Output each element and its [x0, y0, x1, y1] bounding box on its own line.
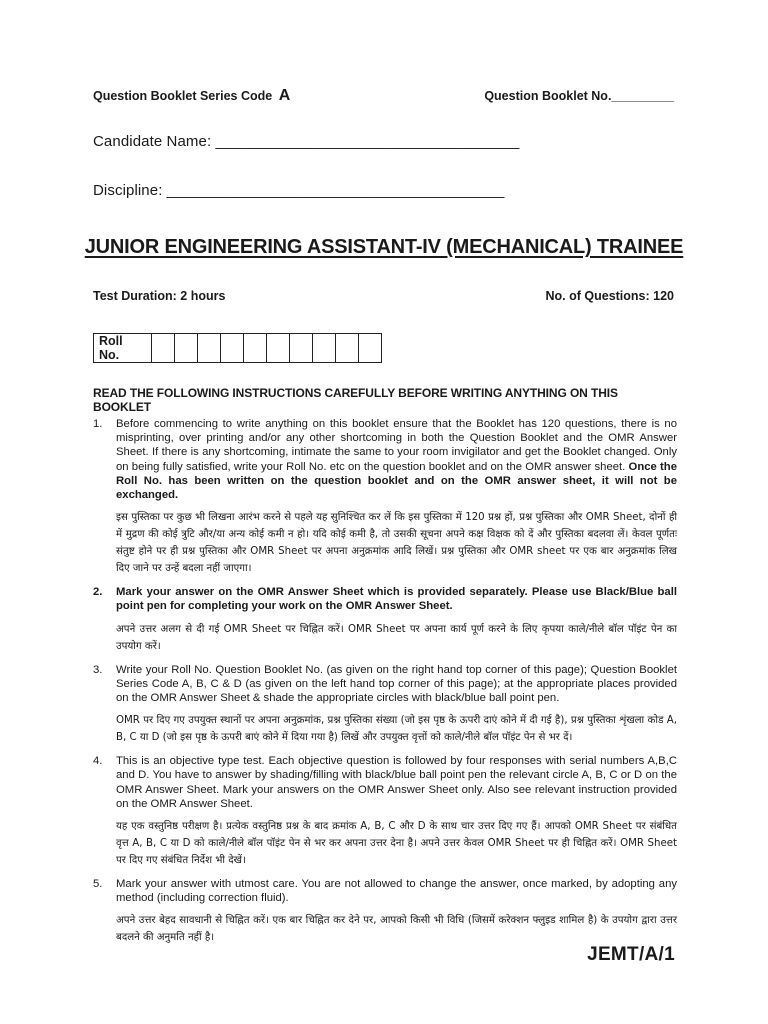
booklet-number-field: [484, 89, 674, 103]
instruction-text-hindi: इस पुस्तिका पर कुछ भी लिखना आरंभ करने से पहले यह सुनिश्चित कर लें कि इस पुस्तिका में 120 प्रश्न हों, प्रश्न पुस्तिका और OMR Sheet, दोनों ही में मुद्रण की कोई त्रुटि और/या अन्य कोई कमी न हो। यदि कोई कमी है, तो उसकी सूचना अपने कक्ष विक्षक को दें और पुस्तिका बदलवा लें। केवल पूर्णतः संतुष्ट होने पर ही प्रश्न पुस्तिका और OMR Sheet पर अपना अनुक्रमांक आदि लिखें। प्रश्न पुस्तिका और OMR sheet पर एक बार अनुक्रमांक लिख दिए जाने पर उन्हें बदला नहीं जाएगा।: [116, 512, 677, 575]
roll-number-box: [336, 334, 359, 363]
roll-number-box: [244, 334, 267, 363]
roll-number-box: [175, 334, 198, 363]
instruction-text-hindi: OMR पर दिए गए उपयुक्त स्थानों पर अपना अनुक्रमांक, प्रश्न पुस्तिका संख्या (जो इस पृष्ठ के ऊपरी दाएं कोने में दी गई है), प्रश्न पुस्तिका शृंखला कोड A, B, C या D (जो इस पृष्ठ के ऊपरी बाएं कोने में दिया गया है) लिखें और उपयुक्त वृत्तों को काले/नीले बॉल पॉइंट पेन से भर दें।: [116, 715, 677, 744]
instruction-number: 3.: [93, 663, 103, 676]
roll-number-box: [198, 334, 221, 363]
instruction-item: [93, 417, 677, 577]
instruction-number: 4.: [93, 755, 103, 768]
instruction-item: [93, 754, 677, 869]
instruction-number: 5.: [93, 878, 103, 891]
instruction-text-hindi: अपने उत्तर बेहद सावधानी से चिह्नित करें। एक बार चिह्नित कर देने पर, आपको किसी भी विधि (जिसमें करेक्शन फ्लुइड शामिल है) के उपयोग द्वारा उत्तर बदलने की अनुमति नहीं है।: [116, 915, 677, 944]
instructions-list: [93, 417, 677, 954]
instruction-text-english: Mark your answer on the OMR Answer Sheet which is provided separately. Please use Black/Blue ball point pen for completing your work on the OMR Answer Sheet.: [116, 586, 677, 613]
instructions-heading: READ THE FOLLOWING INSTRUCTIONS CAREFULLY BEFORE WRITING ANYTHING ON THIS BOOKLET: [93, 386, 618, 414]
instruction-text-english: [116, 417, 677, 502]
instruction-text-bold: Once the Roll No. has been written on the question booklet and on the OMR answer sheet, it will not be exchanged.: [116, 460, 677, 502]
instruction-item: [93, 585, 677, 654]
instruction-text-english: Write your Roll No. Question Booklet No. (as given on the right hand top corner of this page); Question Booklet Series Code A, B, C & D (as given on the left hand top corner of this page); at the appropriate places provided on the OMR Answer Sheet & shade the appropriate circles with black/blue ball point pen.: [116, 663, 677, 705]
instruction-text: Before commencing to write anything on this booklet ensure that the Booklet has 120 questions, there is no misprinting, over printing and/or any other shortcoming in both the Question Booklet and the OMR Answer Sheet. If there is any shortcoming, intimate the same to your room invigilator and get the Booklet changed. Only on being fully satisfied, write your Roll No. etc on the question booklet and on the OMR answer sheet.: [116, 418, 677, 473]
instruction-text-english: Mark your answer with utmost care. You are not allowed to change the answer, once marked, by adopting any method (including correction fluid).: [116, 878, 677, 905]
roll-number-box: [152, 334, 175, 363]
instruction-item: [93, 877, 677, 946]
roll-number-grid: [93, 333, 382, 363]
candidate-name-blank: ____________________________________: [215, 133, 520, 150]
discipline-field: [93, 182, 674, 199]
roll-number-box: [221, 334, 244, 363]
roll-number-box: [290, 334, 313, 363]
question-count: No. of Questions: 120: [545, 289, 674, 303]
roll-number-box: [313, 334, 336, 363]
instruction-text-hindi: यह एक वस्तुनिष्ठ परीक्षण है। प्रत्येक वस्तुनिष्ठ प्रश्न के बाद क्रमांक A, B, C और D के साथ चार उत्तर दिए गए हैं। आपको OMR Sheet पर संबंधित वृत्त A, B, C या D को काले/नीले बॉल पॉइंट पेन से भर कर अपना उत्तर देना है। अपने उत्तर केवल OMR Sheet पर ही चिह्नित करें। OMR Sheet पर दिए गए संबंधित निर्देश भी देखें।: [116, 821, 677, 867]
test-meta-row: [93, 289, 674, 303]
discipline-label: Discipline:: [93, 182, 163, 199]
candidate-name-label: Candidate Name:: [93, 133, 212, 150]
series-code-value: A: [278, 87, 291, 104]
series-code-label: Question Booklet Series Code: [93, 89, 273, 103]
roll-number-box: [267, 334, 290, 363]
instruction-number: 1.: [93, 418, 103, 430]
instruction-text-english: This is an objective type test. Each objective question is followed by four responses with serial numbers A,B,C and D. You have to answer by shading/filling with black/blue ball point pen the relevant circle A, B, C or D on the OMR Answer Sheet. Mark your answers on the OMR Answer Sheet only. Also see relevant instruction provided on the OMR Answer Sheet.: [116, 755, 677, 810]
series-code-field: [93, 87, 290, 105]
exam-title: JUNIOR ENGINEERING ASSISTANT-IV (MECHANICAL) TRAINEE: [84, 236, 684, 258]
booklet-number-blank: _________: [611, 89, 674, 103]
discipline-blank: ________________________________________: [166, 182, 505, 199]
instruction-text-hindi: अपने उत्तर अलग से दी गई OMR Sheet पर चिह्नित करें। OMR Sheet पर अपना कार्य पूर्ण करने के लिए कृपया काले/नीले बॉल पॉइंट पेन का उपयोग करें।: [116, 623, 677, 652]
instruction-number: 2.: [93, 586, 103, 599]
instruction-item: [93, 663, 677, 747]
roll-number-box: [359, 334, 382, 363]
header-row: [93, 87, 674, 105]
booklet-number-label: Question Booklet No.: [484, 89, 612, 103]
page-code: JEMT/A/1: [587, 944, 675, 965]
candidate-name-field: [93, 133, 674, 150]
roll-number-label: Roll No.: [94, 334, 152, 363]
test-duration: Test Duration: 2 hours: [93, 289, 226, 303]
